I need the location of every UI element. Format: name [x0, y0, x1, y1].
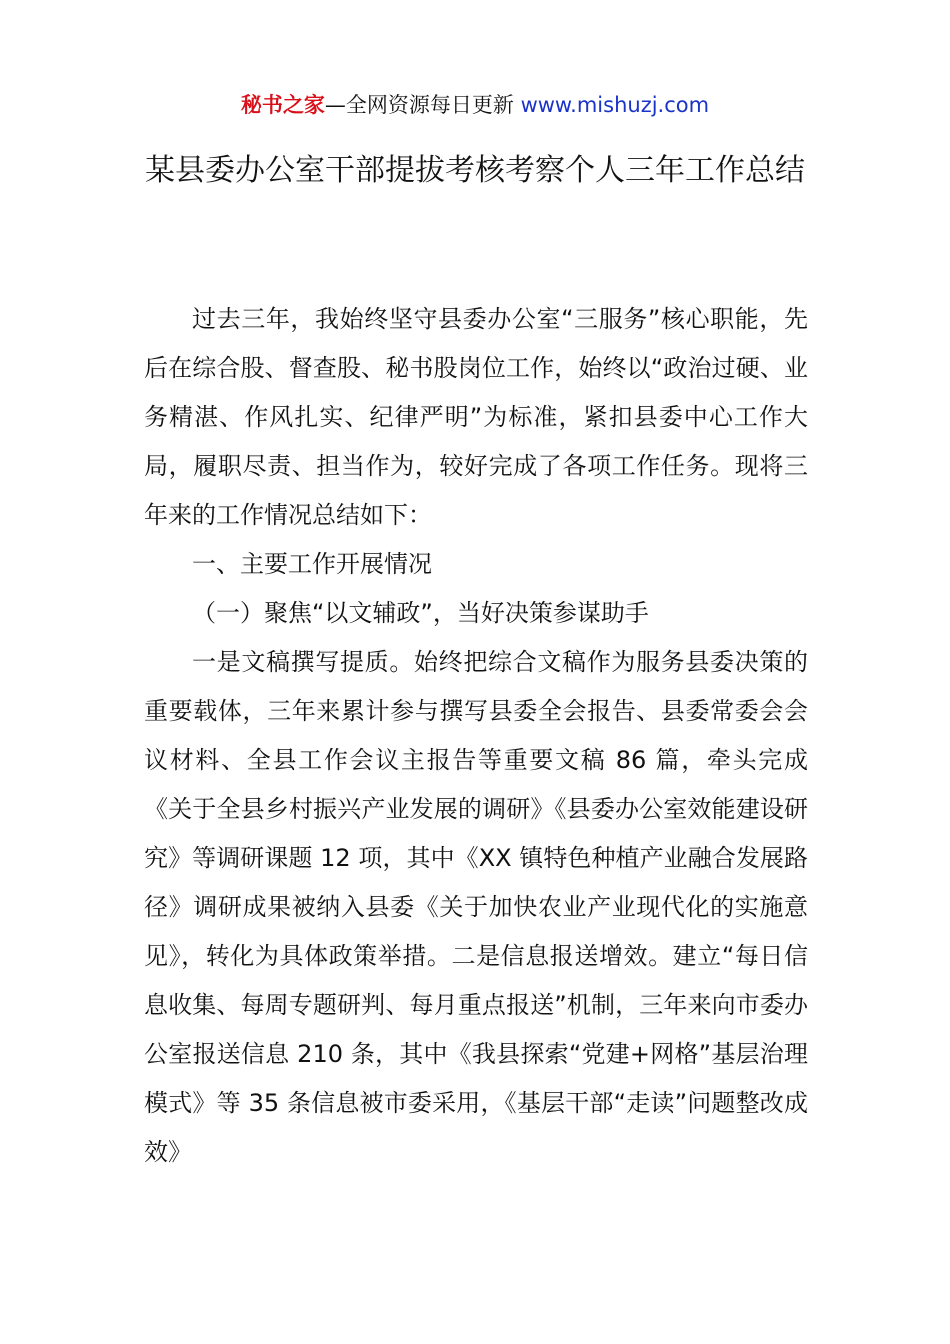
intro-paragraph: 过去三年，我始终坚守县委办公室“三服务”核心职能，先后在综合股、督查股、秘书股岗位工作，始终以“政治过硬、业务精湛、作风扎实、纪律严明”为标准，紧扣县委中心工作大局，履职尽责、担当作为，较好完成了各项工作任务。现将三年来的工作情况总结如下：: [144, 305, 808, 529]
subsection-heading: （一）聚焦“以文辅政”，当好决策参谋助手: [192, 599, 649, 627]
site-url-link[interactable]: www.mishuzj.com: [520, 93, 710, 117]
site-tagline: —全网资源每日更新: [324, 93, 514, 117]
page-header: [0, 90, 950, 120]
document-body: [144, 295, 808, 1177]
site-name: 秘书之家: [240, 93, 325, 117]
section-heading: 一、主要工作开展情况: [192, 550, 432, 578]
document-title: 某县委办公室干部提拔考核考察个人三年工作总结: [145, 153, 805, 188]
body-paragraph: 一是文稿撰写提质。始终把综合文稿作为服务县委决策的重要载体，三年来累计参与撰写县委全会报告、县委常委会会议材料、全县工作会议主报告等重要文稿 86 篇，牵头完成《关于全县乡村振兴产业发展的调研》《县委办公室效能建设研究》等调研课题 12 项，其中《XX 镇特色种植产业融合发展路径》调研成果被纳入县委《关于加快农业产业现代化的实施意见》，转化为具体政策举措。二是信息报送增效。建立“每日信息收集、每周专题研判、每月重点报送”机制，三年来向市委办公室报送信息 210 条，其中《我县探索“党建+网格”基层治理模式》等 35 条信息被市委采用，《基层干部“走读”问题整改成效》: [144, 648, 808, 1166]
